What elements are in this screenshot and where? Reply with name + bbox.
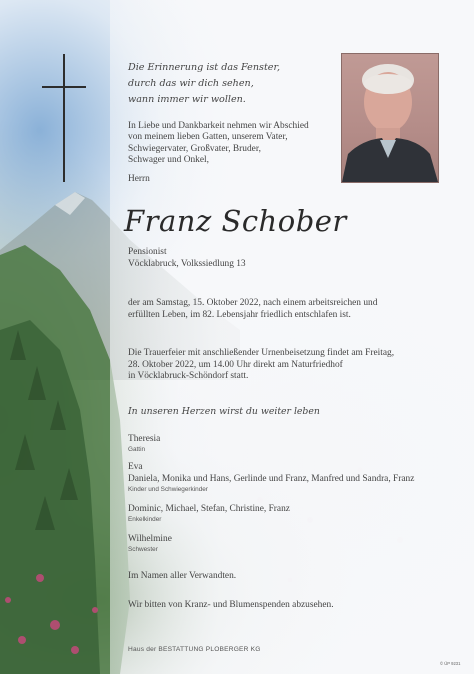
portrait-photo <box>341 53 439 183</box>
death-notice-line: der am Samstag, 15. Oktober 2022, nach einem arbeitsreichen und <box>128 298 378 308</box>
mourner-entry <box>128 504 290 524</box>
intro-text <box>128 121 338 167</box>
mourner-relation: Schwester <box>128 546 158 553</box>
funeral-notice-line: Die Trauerfeier mit anschließender Urnenbeisetzung findet am Freitag, <box>128 348 395 358</box>
donation-note: Wir bitten von Kranz- und Blumenspenden abzusehen. <box>128 600 334 610</box>
mourner-names: Wilhelmine <box>128 534 172 544</box>
intro-line: Schwiegervater, Großvater, Bruder, <box>128 143 261 154</box>
mourner-entry <box>128 434 160 454</box>
funeral-home: Haus der BESTATTUNG PLOBERGER KG <box>128 646 261 653</box>
funeral-notice <box>128 348 394 383</box>
mourner-names: Daniela, Monika und Hans, Gerlinde und Franz, Manfred und Sandra, Franz <box>128 474 415 484</box>
funeral-notice-line: 28. Oktober 2022, um 14.00 Uhr direkt am Naturfriedhof <box>128 359 343 370</box>
closing-text: Im Namen aller Verwandten. <box>128 571 237 581</box>
document-code: © ÜP 9231 <box>440 661 461 666</box>
mourner-relation: Gattin <box>128 446 146 453</box>
quote-line: Die Erinnerung ist das Fenster, <box>128 62 281 73</box>
mourner-entry <box>128 534 172 554</box>
mourner-entry <box>128 462 143 473</box>
intro-line: von meinem lieben Gatten, unserem Vater, <box>128 132 288 143</box>
mourner-entry <box>128 474 414 494</box>
mourners-heading: In unseren Herzen wirst du weiter leben <box>128 406 320 417</box>
mourner-relation: Kinder und Schwiegerkinder <box>128 486 208 493</box>
mourner-relation: Enkelkinder <box>128 516 162 523</box>
quote-line: durch das wir dich sehen, <box>128 78 254 89</box>
deceased-address: Vöcklabruck, Volkssiedlung 13 <box>128 259 246 269</box>
mourner-names: Theresia <box>128 434 161 444</box>
intro-line: Schwager und Onkel, <box>128 155 209 166</box>
quote-line: wann immer wir wollen. <box>128 94 246 105</box>
salutation: Herrn <box>128 174 150 184</box>
memorial-quote <box>128 60 328 108</box>
intro-line: In Liebe und Dankbarkeit nehmen wir Abschied <box>128 121 309 131</box>
cross-icon <box>42 54 86 182</box>
death-notice <box>128 298 377 321</box>
death-notice-line: erfüllten Leben, im 82. Lebensjahr friedlich entschlafen ist. <box>128 309 351 320</box>
mourner-names: Eva <box>128 462 143 472</box>
deceased-occupation: Pensionist <box>128 247 167 257</box>
mourner-names: Dominic, Michael, Stefan, Christine, Franz <box>128 504 290 514</box>
funeral-notice-line: in Vöcklabruck-Schöndorf statt. <box>128 371 249 382</box>
deceased-name: Franz Schober <box>124 204 347 238</box>
